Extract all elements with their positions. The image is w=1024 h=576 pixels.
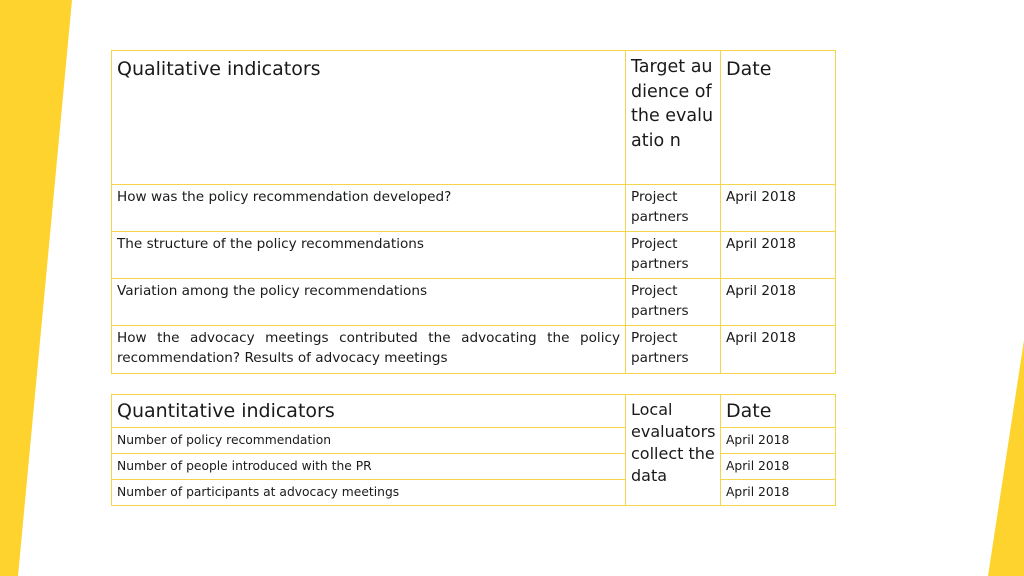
table-row xyxy=(112,480,836,506)
right-accent-stripe xyxy=(984,0,1024,576)
date-cell: April 2018 xyxy=(721,185,836,232)
audience-cell: Project partners xyxy=(626,232,721,279)
date-cell: April 2018 xyxy=(721,428,836,454)
table-row xyxy=(112,279,836,326)
qualitative-header-audience: Target audience of the evaluatio n xyxy=(626,51,721,185)
table-row xyxy=(112,326,836,374)
indicator-cell: How was the policy recommendation developed? xyxy=(112,185,626,232)
date-cell: April 2018 xyxy=(721,326,836,374)
table-row xyxy=(112,454,836,480)
indicator-cell: Number of people introduced with the PR xyxy=(112,454,626,480)
date-cell: April 2018 xyxy=(721,232,836,279)
indicator-cell: Number of participants at advocacy meetings xyxy=(112,480,626,506)
quantitative-header-indicator: Quantitative indicators xyxy=(112,395,626,428)
indicator-cell: How the advocacy meetings contributed the advocating the policy recommendation? Results of advocacy meetings xyxy=(112,326,626,374)
qualitative-indicators-table xyxy=(111,50,836,374)
quantitative-header-audience: Local evaluators collect the data xyxy=(626,395,721,506)
indicator-cell: Variation among the policy recommendations xyxy=(112,279,626,326)
qualitative-header-indicator: Qualitative indicators xyxy=(112,51,626,185)
date-cell: April 2018 xyxy=(721,480,836,506)
qualitative-header-date: Date xyxy=(721,51,836,185)
table-header-row xyxy=(112,395,836,428)
indicator-cell: The structure of the policy recommendations xyxy=(112,232,626,279)
audience-cell: Project partners xyxy=(626,326,721,374)
audience-cell: Project partners xyxy=(626,279,721,326)
date-cell: April 2018 xyxy=(721,454,836,480)
table-row xyxy=(112,185,836,232)
date-cell: April 2018 xyxy=(721,279,836,326)
table-row xyxy=(112,428,836,454)
quantitative-indicators-table xyxy=(111,394,836,506)
indicator-cell: Number of policy recommendation xyxy=(112,428,626,454)
left-accent-stripe xyxy=(0,0,80,576)
audience-cell: Project partners xyxy=(626,185,721,232)
quantitative-header-date: Date xyxy=(721,395,836,428)
table-row xyxy=(112,232,836,279)
table-header-row xyxy=(112,51,836,185)
